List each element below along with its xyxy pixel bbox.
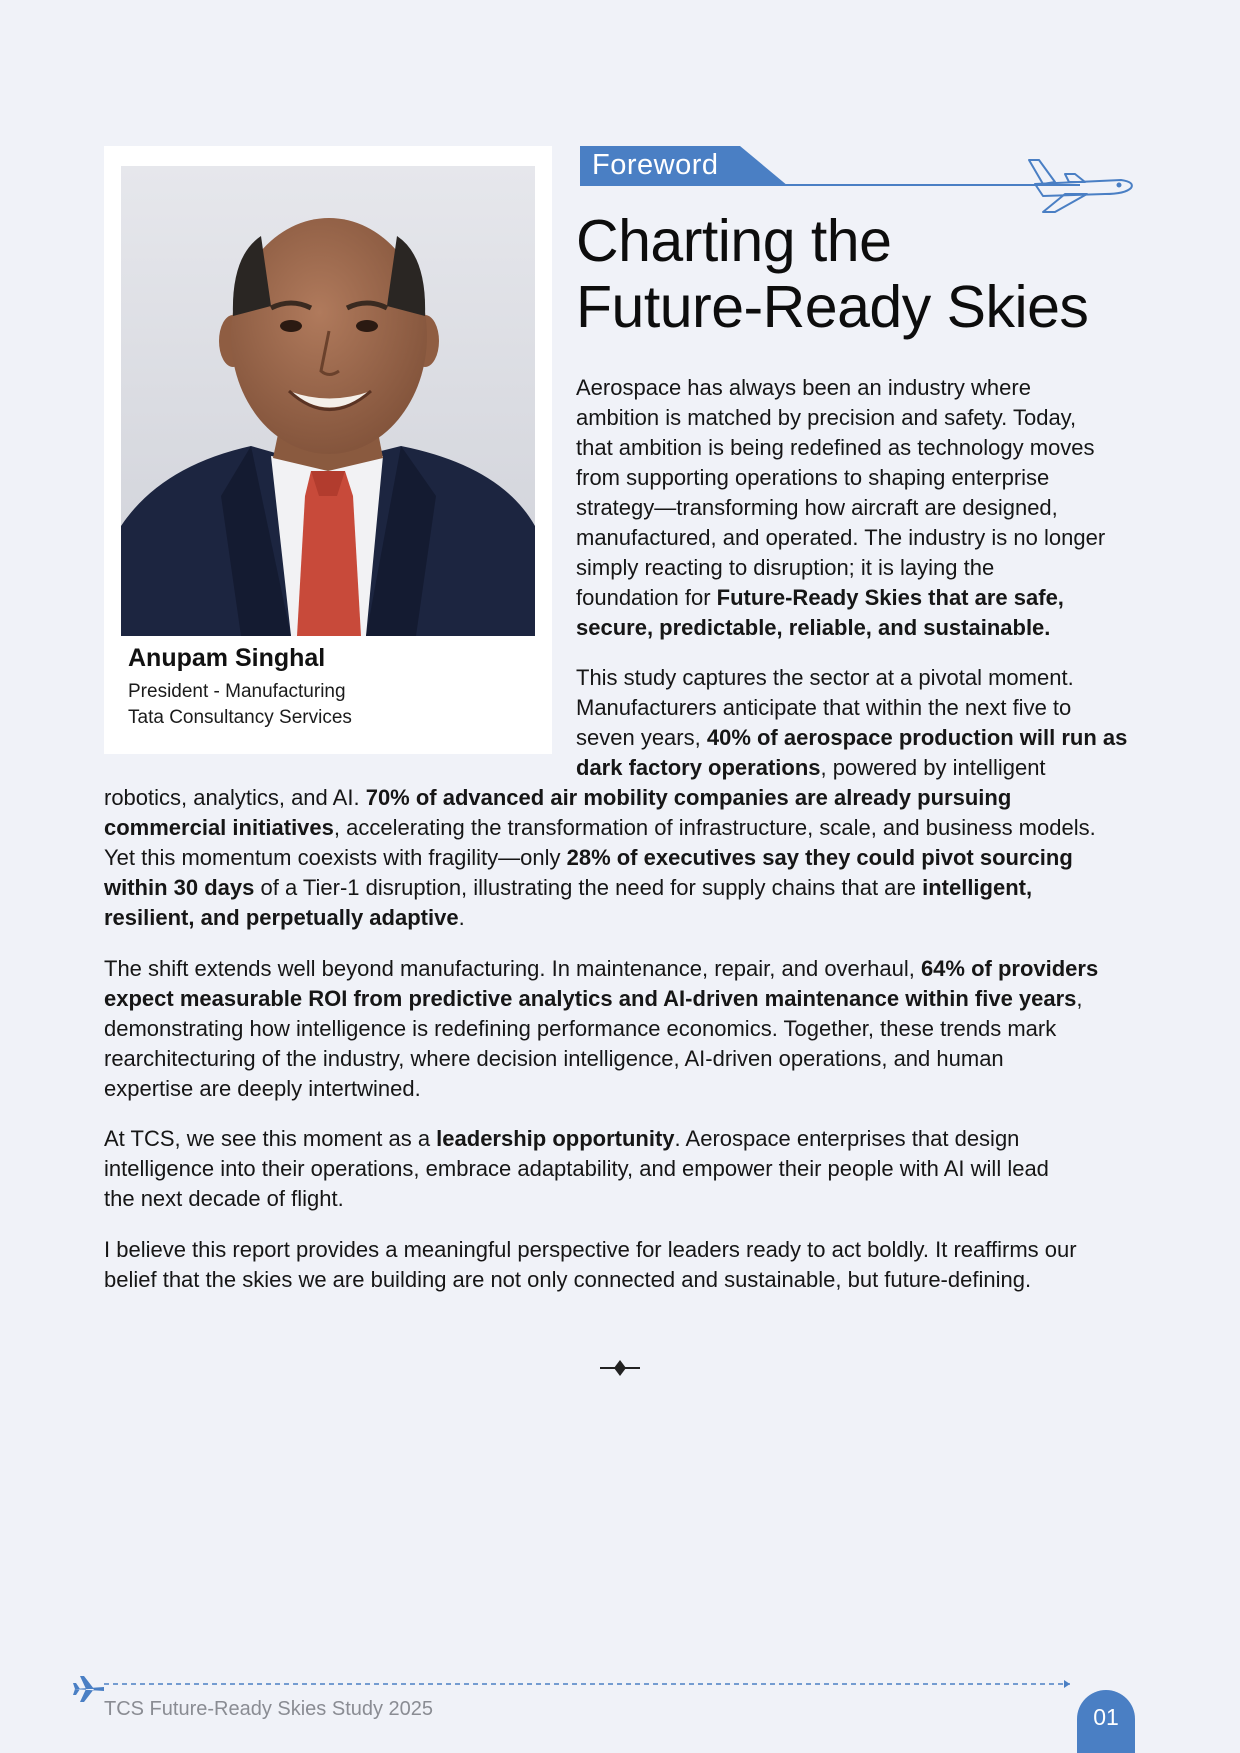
paragraph-2-rest <box>104 783 1144 933</box>
text-span: . <box>458 905 465 930</box>
bold-span: within 30 days <box>104 875 255 900</box>
p1-line: that ambition is being redefined as technology moves <box>576 435 1095 460</box>
bold-span: intelligent, <box>922 875 1033 900</box>
paragraph-3 <box>104 954 1144 1104</box>
airplane-icon <box>72 1674 106 1704</box>
person-organization: Tata Consultancy Services <box>128 707 352 728</box>
paragraph-4 <box>104 1124 1144 1214</box>
p2-line <box>104 813 1144 843</box>
person-name: Anupam Singhal <box>128 644 326 672</box>
bold-span: secure, predictable, reliable, and sustainable. <box>576 615 1051 640</box>
text-span: The shift extends well beyond manufacturing. In maintenance, repair, and overhaul, <box>104 956 921 981</box>
page-number-badge: 01 <box>1077 1690 1135 1753</box>
p4-line: intelligence into their operations, embrace adaptability, and empower their people with AI will lead <box>104 1156 1049 1181</box>
paragraph-5 <box>104 1235 1144 1295</box>
text-span: , accelerating the transformation of infrastructure, scale, and business models. <box>333 815 1096 840</box>
diamond-ornament-icon <box>598 1358 642 1378</box>
person-role: President - Manufacturing <box>128 681 346 702</box>
p3-line <box>104 954 1144 984</box>
p2-line <box>104 873 1144 903</box>
text-span: At TCS, we see this moment as a <box>104 1126 437 1151</box>
airplane-outline-icon <box>1025 154 1137 216</box>
text-span: of a Tier-1 disruption, illustrating the need for supply chains that are <box>254 875 923 900</box>
text-span: foundation for <box>576 585 717 610</box>
p3-line <box>104 984 1144 1014</box>
bold-span: 28% of executives say they could pivot sourcing <box>566 845 1073 870</box>
p1-line: from supporting operations to shaping enterprise <box>576 465 1050 490</box>
title-line-2: Future-Ready Skies <box>576 274 1089 340</box>
p3-line: rearchitecturing of the industry, where decision intelligence, AI-driven operations, and human <box>104 1046 1004 1071</box>
p2-line <box>576 723 1136 753</box>
p2-line <box>104 903 1144 933</box>
footer-study-name: TCS Future-Ready Skies Study 2025 <box>104 1698 434 1720</box>
p2-line <box>576 753 1136 783</box>
text-span: . Aerospace enterprises that design <box>674 1126 1020 1151</box>
bold-span: commercial initiatives <box>104 815 334 840</box>
p1-line: simply reacting to disruption; it is laying the <box>576 555 995 580</box>
p1-line <box>576 583 1136 613</box>
bold-span: 64% of providers <box>920 956 1099 981</box>
bold-span: Future-Ready Skies that are safe, <box>716 585 1064 610</box>
p1-line: ambition is matched by precision and safety. Today, <box>576 405 1077 430</box>
bold-span: 70% of advanced air mobility companies are already pursuing <box>365 785 1012 810</box>
text-span: seven years, <box>576 725 707 750</box>
p4-line <box>104 1124 1144 1154</box>
p1-line: strategy—transforming how aircraft are designed, <box>576 495 1058 520</box>
p1-line <box>576 613 1136 643</box>
p5-line: I believe this report provides a meaningful perspective for leaders ready to act boldly. It reaffirms our <box>104 1237 1077 1262</box>
p3-line: demonstrating how intelligence is redefining performance economics. Together, these trends mark <box>104 1016 1057 1041</box>
paragraph-1 <box>576 373 1136 643</box>
p2-line <box>104 843 1144 873</box>
bold-span: expect measurable ROI from predictive analytics and AI-driven maintenance within five years <box>104 986 1077 1011</box>
text-span: , powered by intelligent <box>820 755 1046 780</box>
text-span: , <box>1076 986 1083 1011</box>
p4-line: the next decade of flight. <box>104 1186 344 1211</box>
p5-line: belief that the skies we are building are not only connected and sustainable, but future-defining. <box>104 1267 1032 1292</box>
p1-line: Aerospace has always been an industry where <box>576 375 1031 400</box>
bold-span: dark factory operations <box>576 755 821 780</box>
bold-span: resilient, and perpetually adaptive <box>104 905 459 930</box>
p2-line: Manufacturers anticipate that within the next five to <box>576 695 1072 720</box>
p3-line: expertise are deeply intertwined. <box>104 1076 421 1101</box>
paragraph-2-top <box>576 663 1136 783</box>
footer-dashed-line <box>74 1670 1074 1700</box>
p1-line: manufactured, and operated. The industry is no longer <box>576 525 1106 550</box>
p2-line: This study captures the sector at a pivotal moment. <box>576 665 1074 690</box>
text-span: Yet this momentum coexists with fragility—only <box>104 845 567 870</box>
p2-line <box>104 783 1144 813</box>
portrait-photo <box>121 166 535 636</box>
page-title <box>576 208 1176 340</box>
portrait-card <box>104 146 552 754</box>
bold-span: 40% of aerospace production will run as <box>706 725 1128 750</box>
section-tag: Foreword <box>592 149 719 181</box>
bold-span: leadership opportunity <box>436 1126 675 1151</box>
title-line-1: Charting the <box>576 208 892 274</box>
text-span: robotics, analytics, and AI. <box>104 785 366 810</box>
